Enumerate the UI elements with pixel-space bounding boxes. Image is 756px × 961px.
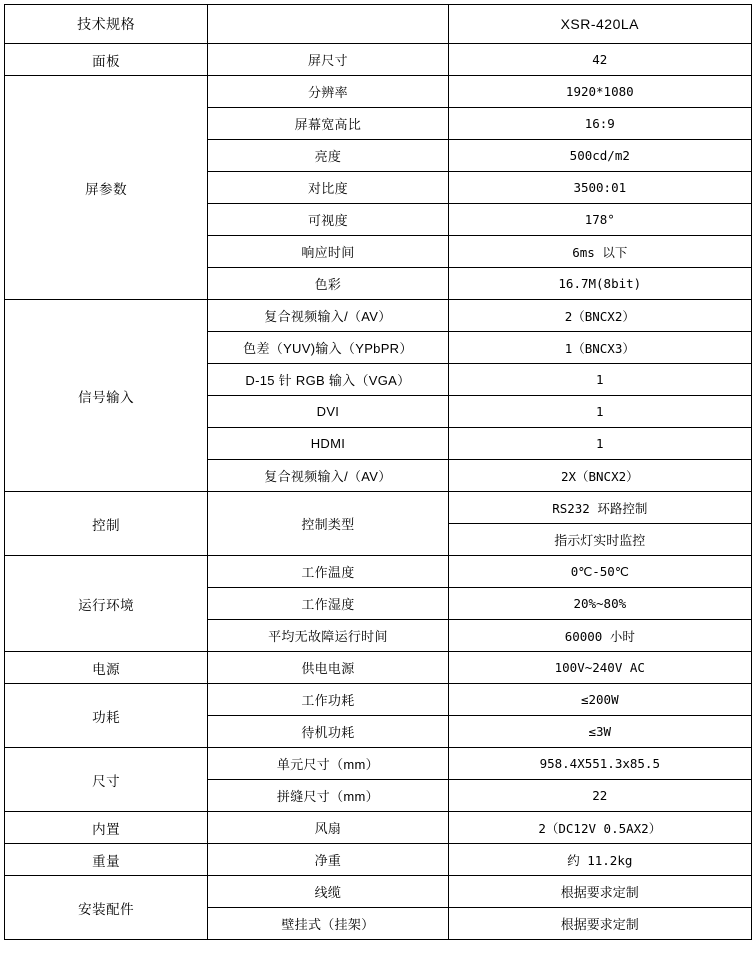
value-cell: 0℃-50℃ — [448, 556, 751, 588]
value-cell: 1 — [448, 364, 751, 396]
value-cell: 1 — [448, 396, 751, 428]
table-row — [5, 76, 752, 108]
category-cell: 信号输入 — [5, 300, 208, 492]
category-cell: 电源 — [5, 652, 208, 684]
item-cell: 净重 — [208, 844, 448, 876]
table-row — [5, 844, 752, 876]
item-cell: 色彩 — [208, 268, 448, 300]
item-cell: 复合视频输入/（AV） — [208, 460, 448, 492]
category-cell: 功耗 — [5, 684, 208, 748]
item-cell: 单元尺寸（mm） — [208, 748, 448, 780]
table-header-row — [5, 5, 752, 44]
item-cell: 响应时间 — [208, 236, 448, 268]
category-cell: 尺寸 — [5, 748, 208, 812]
item-cell: 可视度 — [208, 204, 448, 236]
item-cell: 屏尺寸 — [208, 44, 448, 76]
table-row — [5, 300, 752, 332]
category-cell: 内置 — [5, 812, 208, 844]
table-row — [5, 44, 752, 76]
item-cell: 工作温度 — [208, 556, 448, 588]
item-cell: 复合视频输入/（AV） — [208, 300, 448, 332]
item-cell: 工作湿度 — [208, 588, 448, 620]
item-cell: 平均无故障运行时间 — [208, 620, 448, 652]
value-cell: 16.7M(8bit) — [448, 268, 751, 300]
item-cell: 风扇 — [208, 812, 448, 844]
value-cell: 约 11.2kg — [448, 844, 751, 876]
item-cell: HDMI — [208, 428, 448, 460]
table-body — [5, 5, 752, 940]
value-cell: 6ms 以下 — [448, 236, 751, 268]
value-cell: 根据要求定制 — [448, 876, 751, 908]
value-cell: 1 — [448, 428, 751, 460]
value-cell: 60000 小时 — [448, 620, 751, 652]
value-cell: 3500:01 — [448, 172, 751, 204]
item-cell: 亮度 — [208, 140, 448, 172]
value-cell: 178° — [448, 204, 751, 236]
value-cell: 1（BNCX3） — [448, 332, 751, 364]
item-cell: 控制类型 — [208, 492, 448, 556]
value-cell: 指示灯实时监控 — [448, 524, 751, 556]
table-row — [5, 492, 752, 524]
table-row — [5, 652, 752, 684]
value-cell: 500cd/m2 — [448, 140, 751, 172]
item-cell: 工作功耗 — [208, 684, 448, 716]
item-cell: 色差（YUV)输入（YPbPR） — [208, 332, 448, 364]
value-cell: ≤3W — [448, 716, 751, 748]
item-cell: 待机功耗 — [208, 716, 448, 748]
specification-table — [4, 4, 752, 940]
category-cell: 面板 — [5, 44, 208, 76]
category-cell: 重量 — [5, 844, 208, 876]
item-cell: 壁挂式（挂架） — [208, 908, 448, 940]
item-cell: DVI — [208, 396, 448, 428]
value-cell: 2（BNCX2） — [448, 300, 751, 332]
value-cell: 100V~240V AC — [448, 652, 751, 684]
header-cell-category: 技术规格 — [5, 5, 208, 44]
header-cell-item — [208, 5, 448, 44]
table-row — [5, 876, 752, 908]
value-cell: 958.4X551.3x85.5 — [448, 748, 751, 780]
category-cell: 运行环境 — [5, 556, 208, 652]
value-cell: 1920*1080 — [448, 76, 751, 108]
value-cell: RS232 环路控制 — [448, 492, 751, 524]
table-row — [5, 556, 752, 588]
category-cell: 屏参数 — [5, 76, 208, 300]
value-cell: 2X（BNCX2） — [448, 460, 751, 492]
item-cell: D-15 针 RGB 输入（VGA） — [208, 364, 448, 396]
item-cell: 分辨率 — [208, 76, 448, 108]
value-cell: ≤200W — [448, 684, 751, 716]
value-cell: 16:9 — [448, 108, 751, 140]
value-cell: 2（DC12V 0.5AX2） — [448, 812, 751, 844]
item-cell: 供电电源 — [208, 652, 448, 684]
value-cell: 42 — [448, 44, 751, 76]
value-cell: 20%~80% — [448, 588, 751, 620]
category-cell: 安装配件 — [5, 876, 208, 940]
table-row — [5, 812, 752, 844]
table-row — [5, 684, 752, 716]
item-cell: 拼缝尺寸（mm） — [208, 780, 448, 812]
category-cell: 控制 — [5, 492, 208, 556]
table-row — [5, 748, 752, 780]
value-cell: 根据要求定制 — [448, 908, 751, 940]
header-cell-model: XSR-420LA — [448, 5, 751, 44]
item-cell: 线缆 — [208, 876, 448, 908]
item-cell: 对比度 — [208, 172, 448, 204]
item-cell: 屏幕宽高比 — [208, 108, 448, 140]
value-cell: 22 — [448, 780, 751, 812]
